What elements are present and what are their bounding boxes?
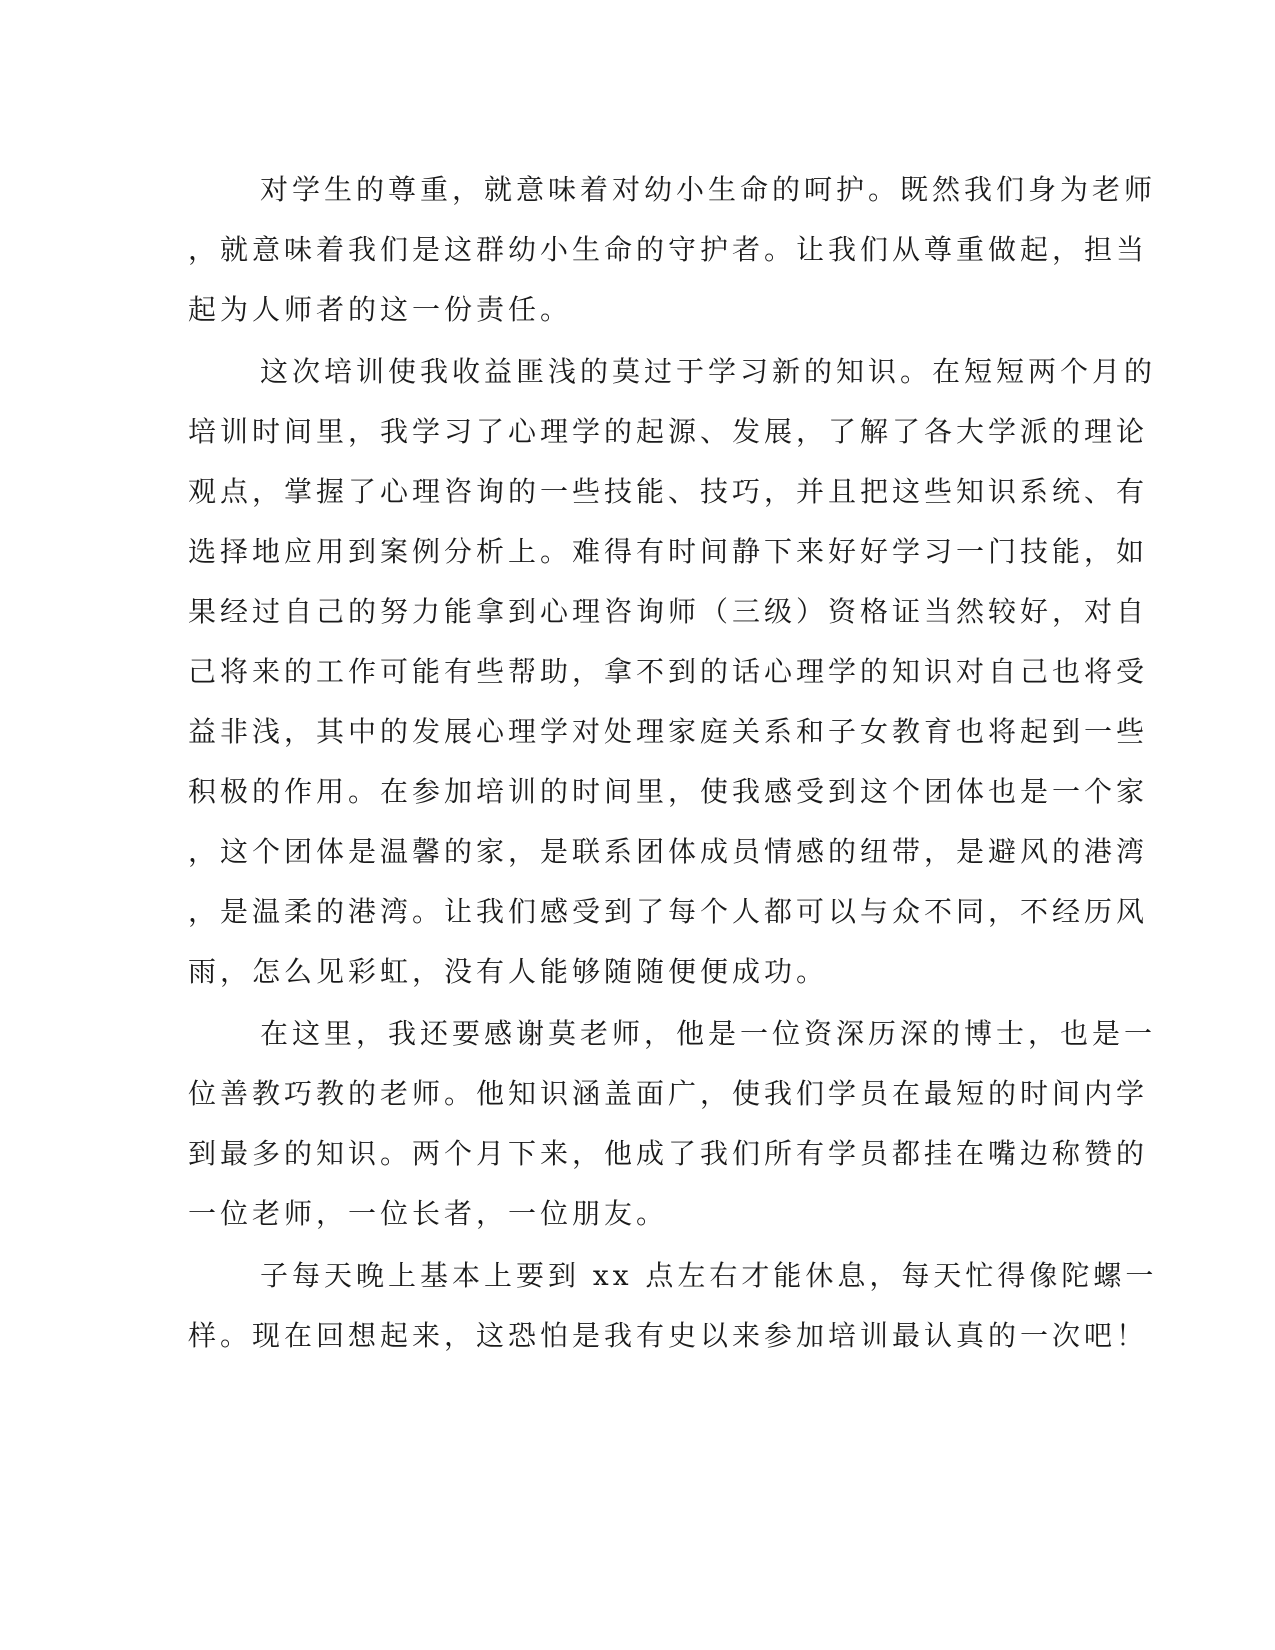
paragraph-line: 这次培训使我收益匪浅的莫过于学习新的知识。在短短两个月的 [260,355,1157,388]
paragraph-line: 位善教巧教的老师。他知识涵盖面广，使我们学员在最短的时间内学 [188,1077,1149,1110]
paragraph-line: 观点，掌握了心理咨询的一些技能、技巧，并且把这些知识系统、有 [188,475,1149,508]
paragraph-line: 一位老师，一位长者，一位朋友。 [188,1197,669,1230]
paragraph-line: 果经过自己的努力能拿到心理咨询师（三级）资格证当然较好，对自 [188,595,1149,628]
paragraph-line: ，就意味着我们是这群幼小生命的守护者。让我们从尊重做起，担当 [188,233,1149,266]
paragraph-line: 己将来的工作可能有些帮助，拿不到的话心理学的知识对自己也将受 [188,655,1149,688]
document-body [188,160,1158,1368]
paragraph-line: 起为人师者的这一份责任。 [188,293,573,326]
paragraph-line: 到最多的知识。两个月下来，他成了我们所有学员都挂在嘴边称赞的 [188,1137,1149,1170]
paragraph-teacher [188,1004,1157,1244]
paragraph-line: 选择地应用到案例分析上。难得有时间静下来好好学习一门技能，如 [188,535,1149,568]
paragraph-line: 对学生的尊重，就意味着对幼小生命的呵护。既然我们身为老师 [260,173,1157,206]
paragraph-line: 雨，怎么见彩虹，没有人能够随随便便成功。 [188,955,829,988]
paragraph-line: 积极的作用。在参加培训的时间里，使我感受到这个团体也是一个家 [188,775,1149,808]
paragraph-line: 子每天晚上基本上要到 xx 点左右才能休息，每天忙得像陀螺一 [260,1259,1158,1292]
paragraph-effort [188,1246,1158,1366]
paragraph-line: 益非浅，其中的发展心理学对处理家庭关系和子女教育也将起到一些 [188,715,1149,748]
paragraph-line: 样。现在回想起来，这恐怕是我有史以来参加培训最认真的一次吧！ [188,1319,1149,1352]
paragraph-line: ，这个团体是温馨的家，是联系团体成员情感的纽带，是避风的港湾 [188,835,1149,868]
paragraph-line: 培训时间里，我学习了心理学的起源、发展，了解了各大学派的理论 [188,415,1149,448]
paragraph-respect [188,160,1157,340]
paragraph-line: 在这里，我还要感谢莫老师，他是一位资深历深的博士，也是一 [260,1017,1157,1050]
paragraph-training [188,342,1157,1002]
paragraph-line: ，是温柔的港湾。让我们感受到了每个人都可以与众不同，不经历风 [188,895,1149,928]
